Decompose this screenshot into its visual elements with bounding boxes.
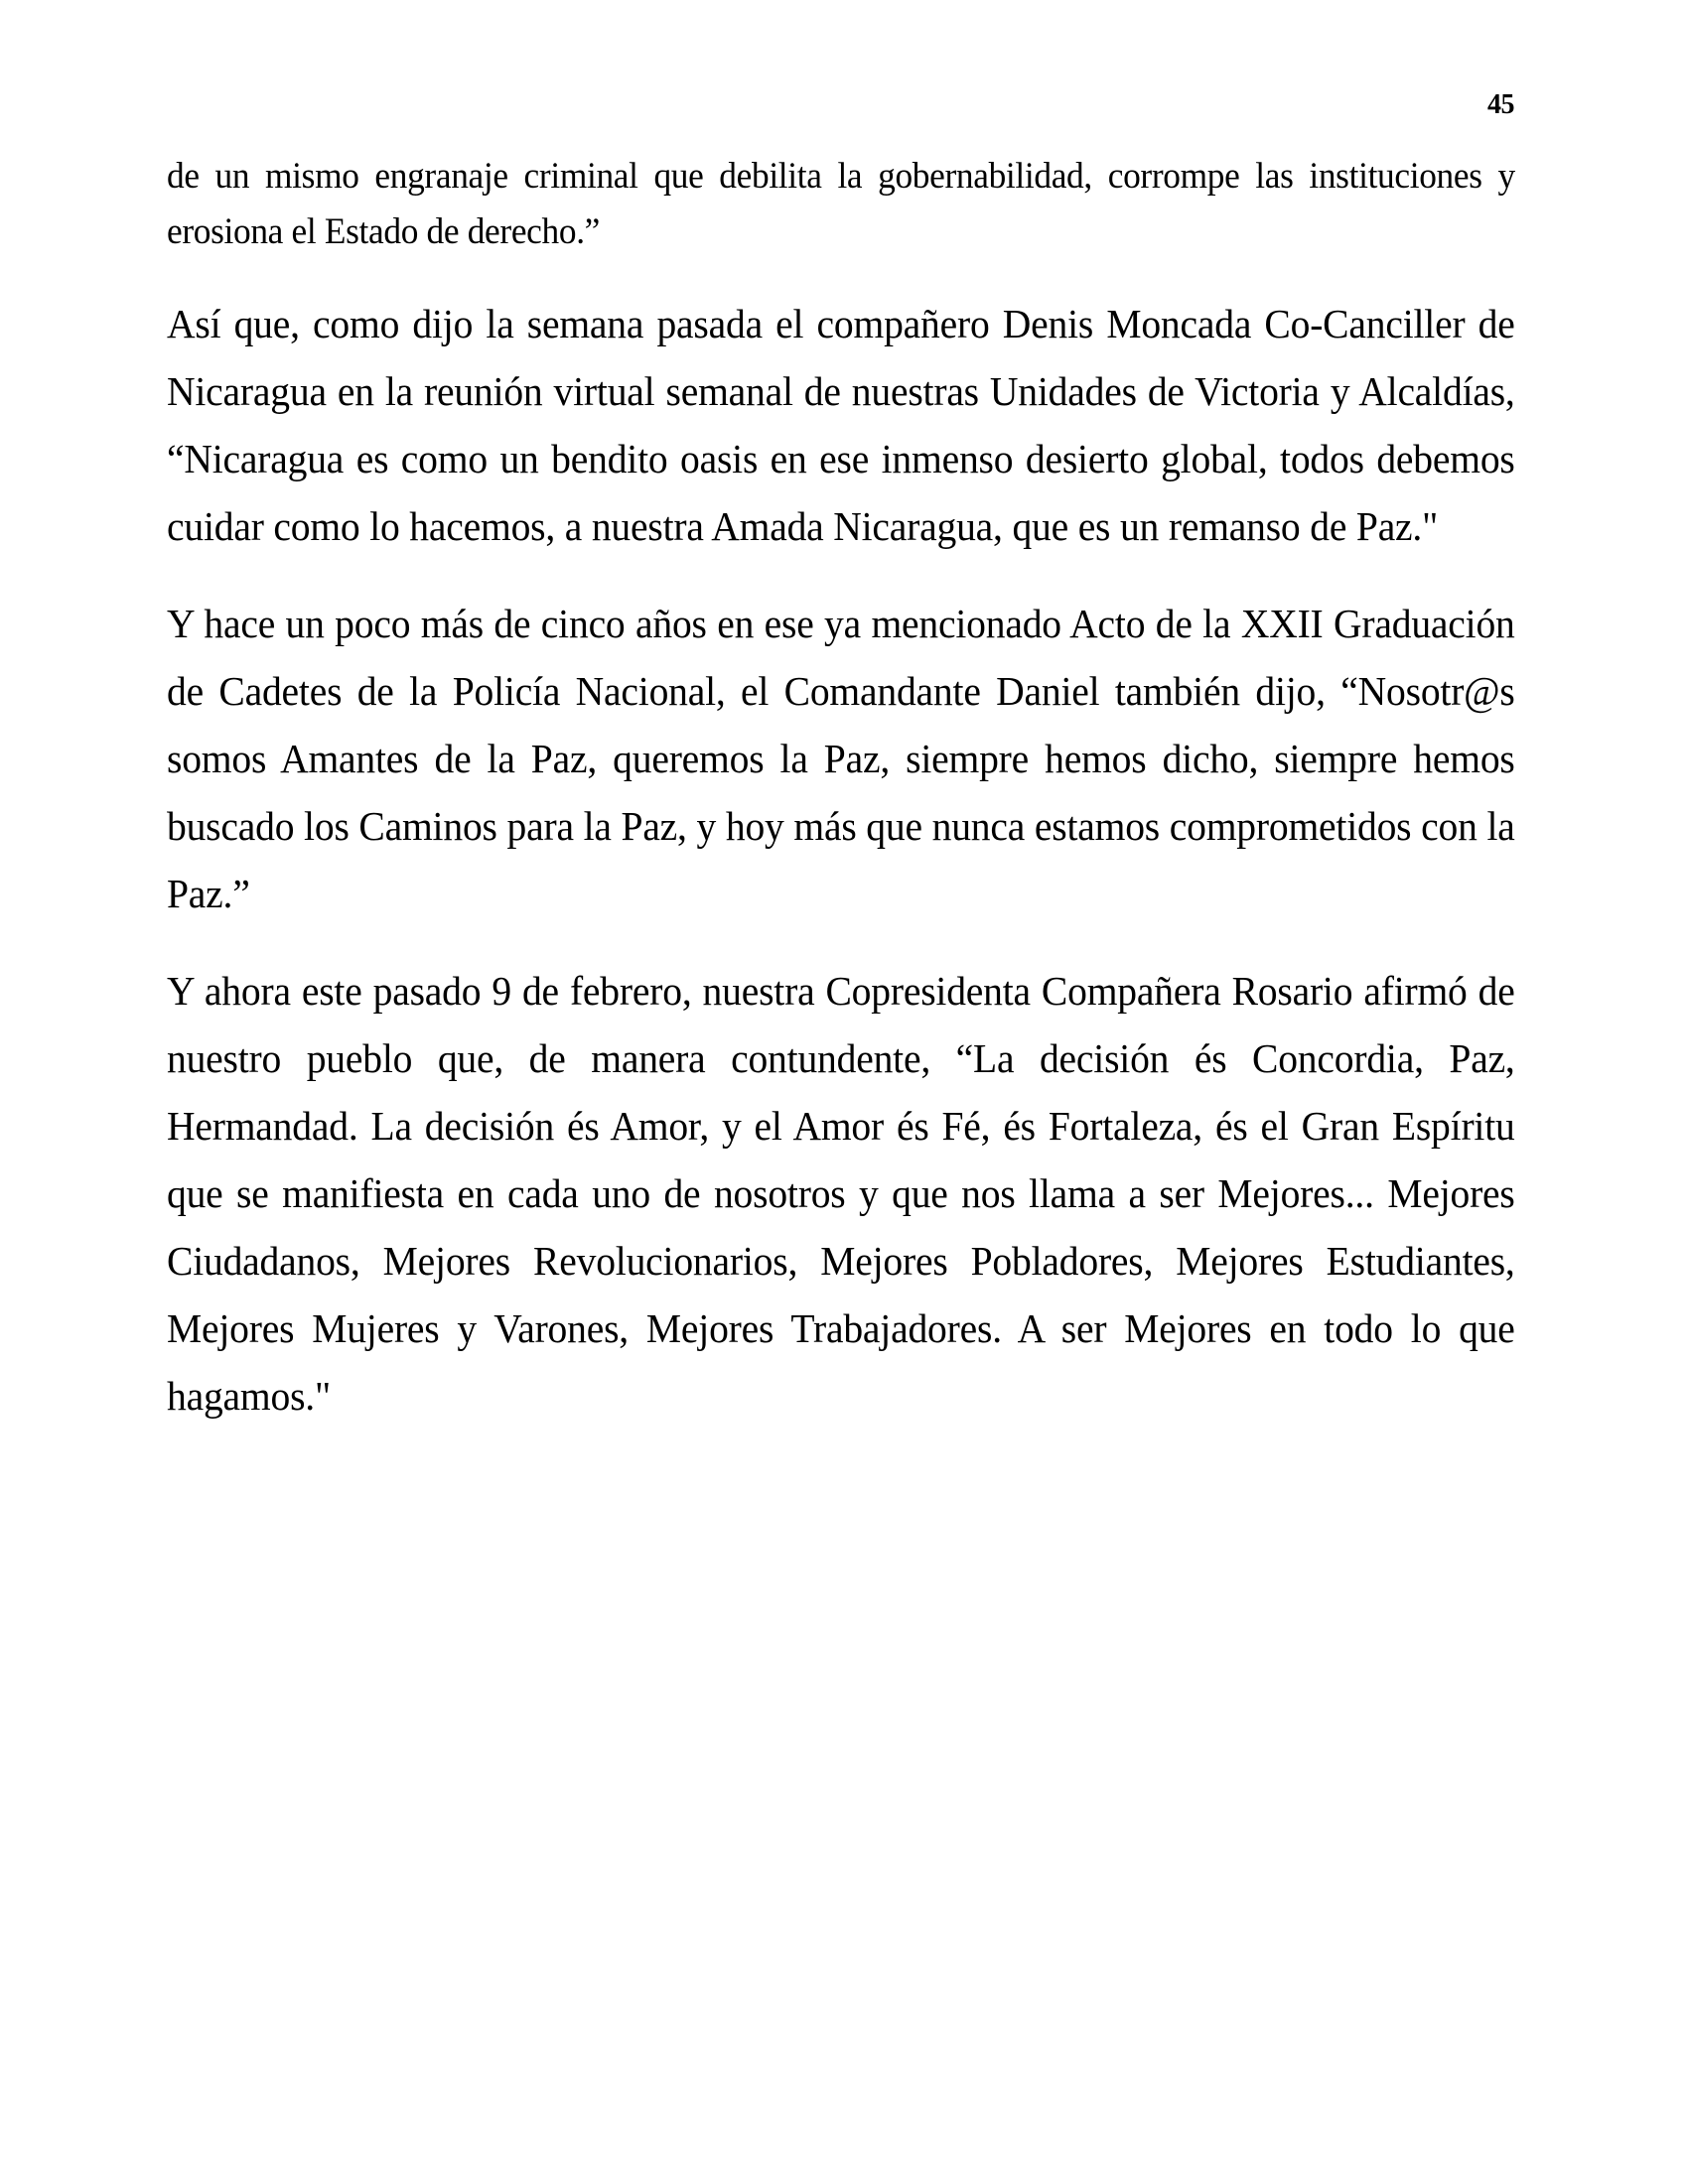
text-column [167,149,1515,1430]
paragraph-asi-que: Así que, como dijo la semana pasada el compañero Denis Moncada Co-Canciller de Nicaragua en la reunión virtual semanal de nuestras Unidades de Victoria y Alcaldías, “Nicaragua es como un bendito oasis en ese inmenso desierto global, todos debemos cuidar como lo hacemos, a nuestra Amada Nicaragua, que es un remanso de Paz." [167,301,1515,549]
paragraph-y-ahora-este-pasado: Y ahora este pasado 9 de febrero, nuestra Copresidenta Compañera Rosario afirmó de nuestro pueblo que, de manera contundente, “La decisión és Concordia, Paz, Hermandad. La decisión és Amor, y el Amor és Fé, és Fortaleza, és el Gran Espíritu que se manifiesta en cada uno de nosotros y que nos llama a ser Mejores... Mejores Ciudadanos, Mejores Revolucionarios, Mejores Pobladores, Mejores Estudiantes, Mejores Mujeres y Varones, Mejores Trabajadores. A ser Mejores en todo lo que hagamos." [167,968,1515,1419]
paragraph-y-hace-un-poco: Y hace un poco más de cinco años en ese ya mencionado Acto de la XXII Graduación de Cadetes de la Policía Nacional, el Comandante Daniel también dijo, “Nosotr@s somos Amantes de la Paz, queremos la Paz, siempre hemos dicho, siempre hemos buscado los Caminos para la Paz, y hoy más que nunca estamos comprometidos con la Paz.” [167,601,1515,916]
page-number: 45 [1487,89,1514,120]
paragraph-carryover: de un mismo engranaje criminal que debilita la gobernabilidad, corrompe las instituciones y erosiona el Estado de derecho.” [167,156,1515,252]
page-header [167,91,1514,131]
